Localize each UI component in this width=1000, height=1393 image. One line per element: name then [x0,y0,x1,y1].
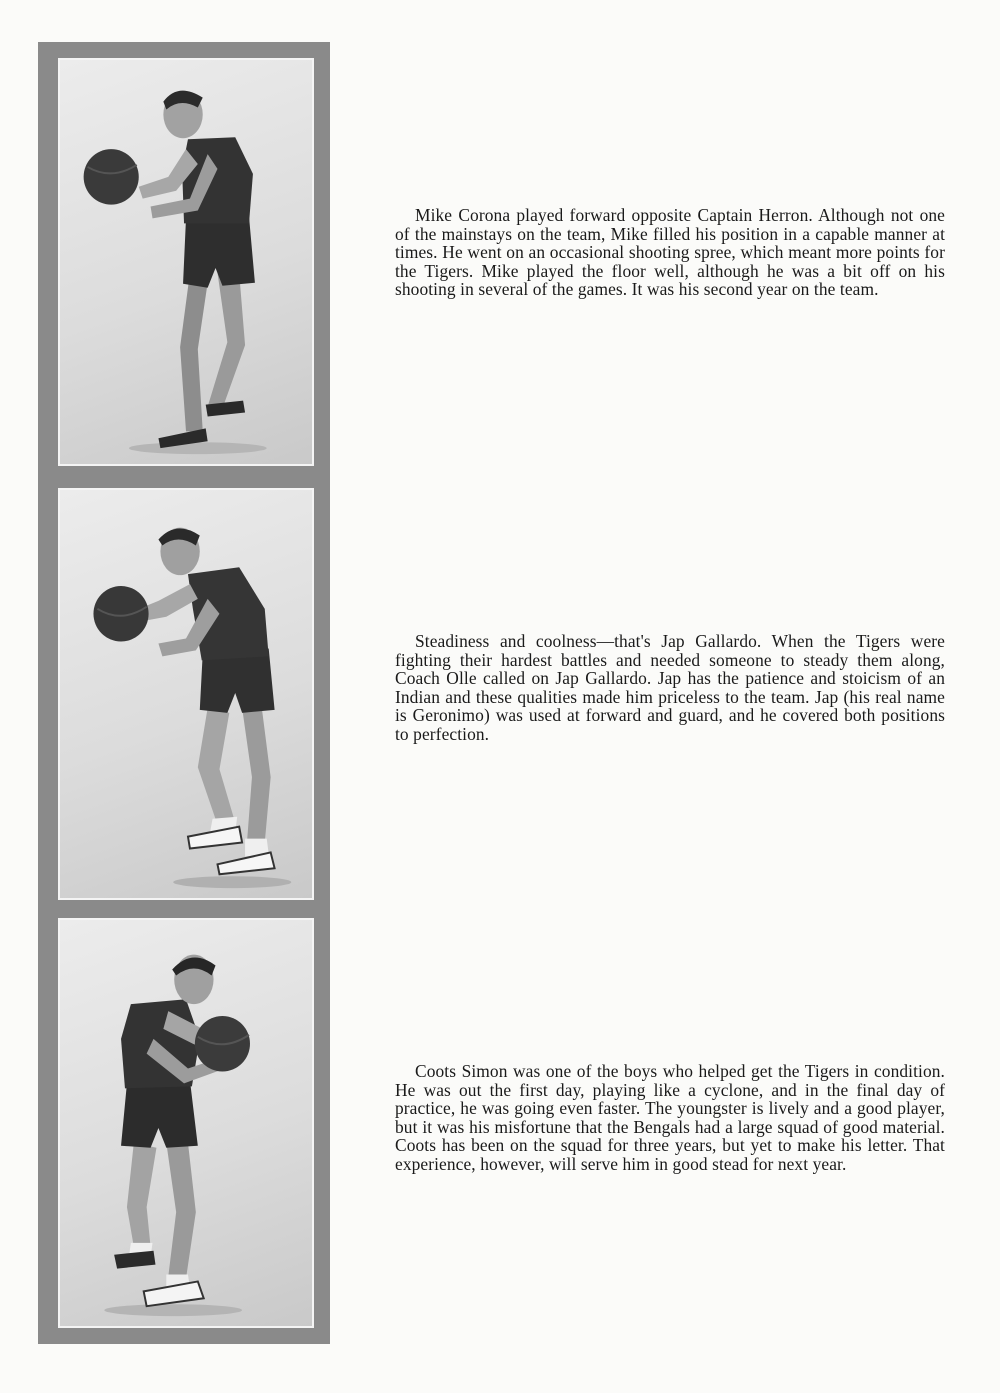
photo-strip [38,42,330,1344]
player-bio-coots-simon: Coots Simon was one of the boys who helped get the Tigers in condition. He was out the first day, playing like a cyclone, and in the final day of practice, he was going even faster. The youngster is lively and a good player, but it was his misfortune that the Bengals had a large squad of good material. Coots has been on the squad for three years, but yet to make his letter. That experience, however, will serve him in good stead for next year. [395,1061,945,1174]
player-photo-mike-corona [58,58,314,466]
player-photo-coots-simon [58,918,314,1328]
player-bio-jap-gallardo: Steadiness and coolness—that's Jap Gallardo. When the Tigers were fighting their hardest battles and needed someone to steady them along, Coach Olle called on Jap Gallardo. Jap has the patience and stoicism of an Indian and these qualities made him priceless to the team. Jap (his real name is Geronimo) was used at forward and guard, and he covered both positions to perfection. [395,631,945,744]
player-photo-jap-gallardo [58,488,314,900]
player-bio-mike-corona: Mike Corona played forward opposite Captain Herron. Although not one of the mainstays on the team, Mike filled his position in a capable manner at times. He went on an occasional shooting spree, which meant more points for the Tigers. Mike played the floor well, although he was a bit off on his shooting in several of the games. It was his second year on the team. [395,205,945,299]
